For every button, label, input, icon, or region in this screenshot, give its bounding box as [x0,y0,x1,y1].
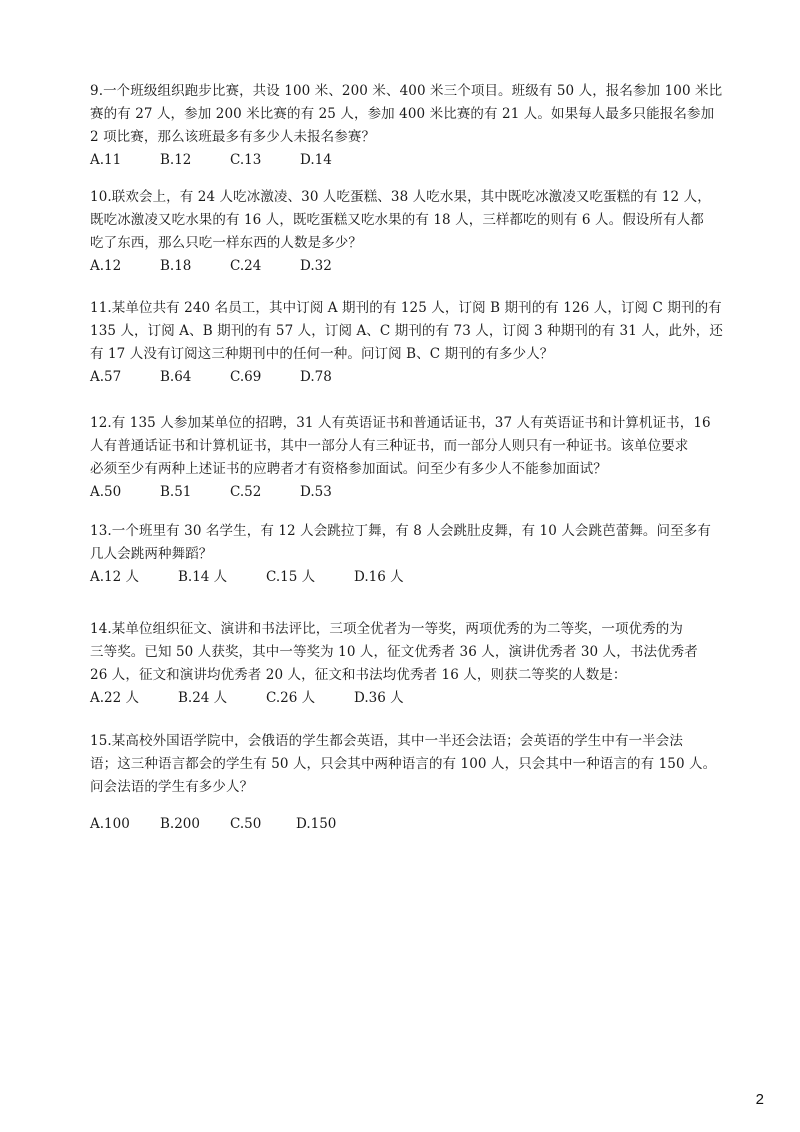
question-text-line: 10.联欢会上，有 24 人吃冰激凌、30 人吃蛋糕、38 人吃水果，其中既吃冰激凌又吃蛋糕的有 12 人， [90,189,711,205]
option-a: A.12 [90,258,122,274]
option-d: D.14 [300,152,332,168]
option-b: B.24 人 [178,690,228,706]
page-number: 2 [755,1091,764,1108]
question-text-line: 三等奖。已知 50 人获奖，其中一等奖为 10 人，征文优秀者 36 人，演讲优秀者 30 人，书法优秀者 [90,644,698,660]
option-a: A.57 [90,369,122,385]
option-d: D.53 [300,484,332,500]
question-text-line: 9.一个班级组织跑步比赛，共设 100 米、200 米、400 米三个项目。班级有 50 人，报名参加 100 米比 [90,83,723,99]
option-b: B.14 人 [178,569,228,585]
question-15 [90,730,730,836]
question-9 [90,80,730,172]
option-d: D.36 人 [354,690,404,706]
option-c: C.26 人 [266,690,316,706]
question-text-line: 问会法语的学生有多少人？ [90,779,254,795]
option-a: A.12 人 [90,569,140,585]
question-text-line: 26 人，征文和演讲均优秀者 20 人，征文和书法均优秀者 16 人，则获二等奖的人数是： [90,667,627,683]
question-text-line: 12.有 135 人参加某单位的招聘，31 人有英语证书和普通话证书，37 人有英语证书和计算机证书，16 [90,415,711,431]
question-text-line: 人有普通话证书和计算机证书，其中一部分人有三种证书，而一部分人则只有一种证书。该单位要求 [90,438,689,454]
option-c: C.24 [230,258,262,274]
option-a: A.22 人 [90,690,140,706]
question-text-line: 14.某单位组织征文、演讲和书法评比，三项全优者为一等奖，两项优秀的为二等奖，一项优秀的为 [90,621,683,637]
question-text-line: 2 项比赛，那么该班最多有多少人未报名参赛？ [90,129,376,145]
answer-options [90,149,730,172]
option-c: C.15 人 [266,569,316,585]
question-11 [90,297,730,389]
question-text-line: 语；这三种语言都会的学生有 50 人，只会其中两种语言的有 100 人，只会其中一种语言的有 150 人。 [90,756,717,772]
question-text-line: 13.一个班里有 30 名学生，有 12 人会跳拉丁舞，有 8 人会跳肚皮舞，有 10 人会跳芭蕾舞。问至多有 [90,523,711,539]
option-b: B.64 [160,369,192,385]
option-a: A.50 [90,484,122,500]
question-text-line: 必须至少有两种上述证书的应聘者才有资格参加面试。问至少有多少人不能参加面试？ [90,461,607,477]
question-text-line: 既吃冰激凌又吃水果的有 16 人，既吃蛋糕又吃水果的有 18 人，三样都吃的则有 6 人。假设所有人都 [90,212,704,228]
option-c: C.13 [230,152,262,168]
answer-options [90,687,730,710]
option-b: B.51 [160,484,192,500]
option-b: B.12 [160,152,192,168]
option-a: A.100 [90,816,130,832]
answer-options [90,566,730,589]
answer-options [90,813,730,836]
question-text-line: 有 17 人没有订阅这三种期刊中的任何一种。问订阅 B、C 期刊的有多少人？ [90,346,554,362]
option-d: D.150 [296,816,337,832]
question-12 [90,412,730,504]
option-d: D.78 [300,369,332,385]
question-text-line: 11.某单位共有 240 名员工，其中订阅 A 期刊的有 125 人，订阅 B 期刊的有 126 人，订阅 C 期刊的有 [90,300,722,316]
option-c: C.52 [230,484,262,500]
option-b: B.18 [160,258,192,274]
option-d: D.32 [300,258,332,274]
question-13 [90,520,730,589]
answer-options [90,481,730,504]
option-b: B.200 [160,816,200,832]
question-text-line: 几人会跳两种舞蹈？ [90,546,213,562]
option-d: D.16 人 [354,569,404,585]
answer-options [90,255,730,278]
option-a: A.11 [90,152,122,168]
answer-options [90,366,730,389]
question-text-line: 赛的有 27 人，参加 200 米比赛的有 25 人，参加 400 米比赛的有 21 人。如果每人最多只能报名参加 [90,106,715,122]
question-10 [90,186,730,278]
question-text-line: 吃了东西，那么只吃一样东西的人数是多少？ [90,235,362,251]
question-text-line: 135 人，订阅 A、B 期刊的有 57 人，订阅 A、C 期刊的有 73 人，订阅 3 种期刊的有 31 人，此外，还 [90,323,723,339]
option-c: C.69 [230,369,262,385]
question-text-line: 15.某高校外国语学院中，会俄语的学生都会英语，其中一半还会法语；会英语的学生中有一半会法 [90,733,683,749]
option-c: C.50 [230,816,262,832]
question-14 [90,618,730,710]
